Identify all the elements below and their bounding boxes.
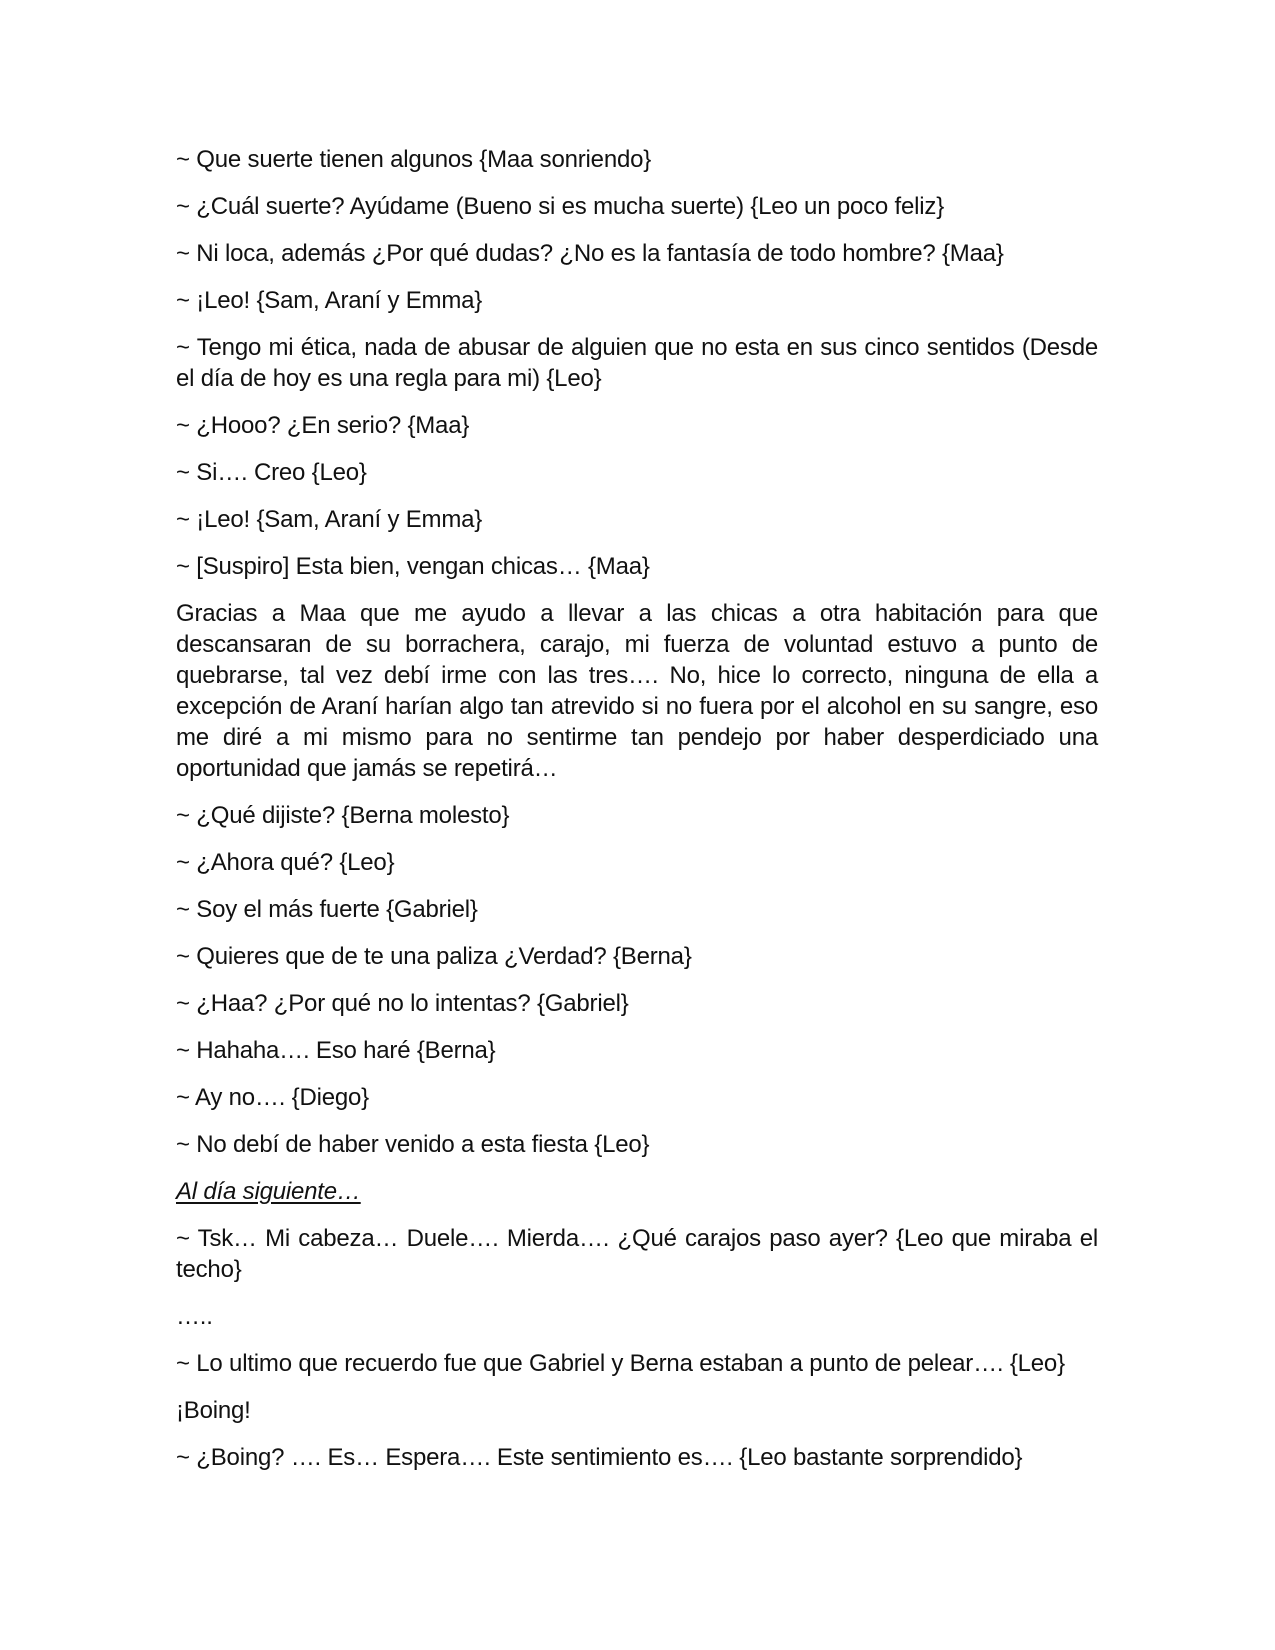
dialogue-line: ~ ¿Haa? ¿Por qué no lo intentas? {Gabriel}: [176, 990, 629, 1017]
scene-heading: [176, 1176, 1098, 1207]
dialogue-line: ~ Hahaha…. Eso haré {Berna}: [176, 1037, 496, 1064]
dialogue-line: ~ Tsk… Mi cabeza… Duele…. Mierda…. ¿Qué carajos paso ayer? {Leo que miraba el techo}: [176, 1225, 1098, 1283]
dialogue-line: ~ ¿Boing? …. Es… Espera…. Este sentimiento es…. {Leo bastante sorprendido}: [176, 1444, 1023, 1471]
dialogue-line: ~ Lo ultimo que recuerdo fue que Gabriel y Berna estaban a punto de pelear…. {Leo}: [176, 1350, 1065, 1377]
dialogue-line: ~ [Suspiro] Esta bien, vengan chicas… {Maa}: [176, 553, 650, 580]
dialogue-line: ~ Si…. Creo {Leo}: [176, 459, 367, 486]
dialogue-line: ~ Ay no…. {Diego}: [176, 1084, 369, 1111]
dialogue-line: ~ ¡Leo! {Sam, Araní y Emma}: [176, 287, 483, 314]
sound-effect-line: ¡Boing!: [176, 1397, 251, 1424]
scene-heading-text: Al día siguiente…: [176, 1178, 361, 1205]
dialogue-line: ~ Tengo mi ética, nada de abusar de alguien que no esta en sus cinco sentidos (Desde el día de hoy es una regla para mi) {Leo}: [176, 334, 1098, 392]
dialogue-line: ~ No debí de haber venido a esta fiesta {Leo}: [176, 1131, 650, 1158]
ellipsis-line: …..: [176, 1303, 213, 1330]
dialogue-line: ~ ¿Cuál suerte? Ayúdame (Bueno si es mucha suerte) {Leo un poco feliz}: [176, 193, 945, 220]
dialogue-line: ~ ¡Leo! {Sam, Araní y Emma}: [176, 506, 483, 533]
dialogue-line: ~ Ni loca, además ¿Por qué dudas? ¿No es la fantasía de todo hombre? {Maa}: [176, 240, 1004, 267]
narration-paragraph: Gracias a Maa que me ayudo a llevar a las chicas a otra habitación para que descansaran de su borrachera, carajo, mi fuerza de voluntad estuvo a punto de quebrarse, tal vez debí irme con las tres…. No, hice lo correcto, ninguna de ella a excepción de Araní harían algo tan atrevido si no fuera por el alcohol en su sangre, eso me diré a mi mismo para no sentirme tan pendejo por haber desperdiciado una oportunidad que jamás se repetirá…: [176, 600, 1098, 782]
dialogue-line: ~ Soy el más fuerte {Gabriel}: [176, 896, 478, 923]
dialogue-line: ~ ¿Qué dijiste? {Berna molesto}: [176, 802, 510, 829]
dialogue-line: ~ Quieres que de te una paliza ¿Verdad? {Berna}: [176, 943, 692, 970]
dialogue-line: ~ ¿Ahora qué? {Leo}: [176, 849, 395, 876]
document-page: [176, 144, 1098, 1489]
dialogue-line: ~ ¿Hooo? ¿En serio? {Maa}: [176, 412, 470, 439]
dialogue-line: ~ Que suerte tienen algunos {Maa sonriendo}: [176, 146, 652, 173]
